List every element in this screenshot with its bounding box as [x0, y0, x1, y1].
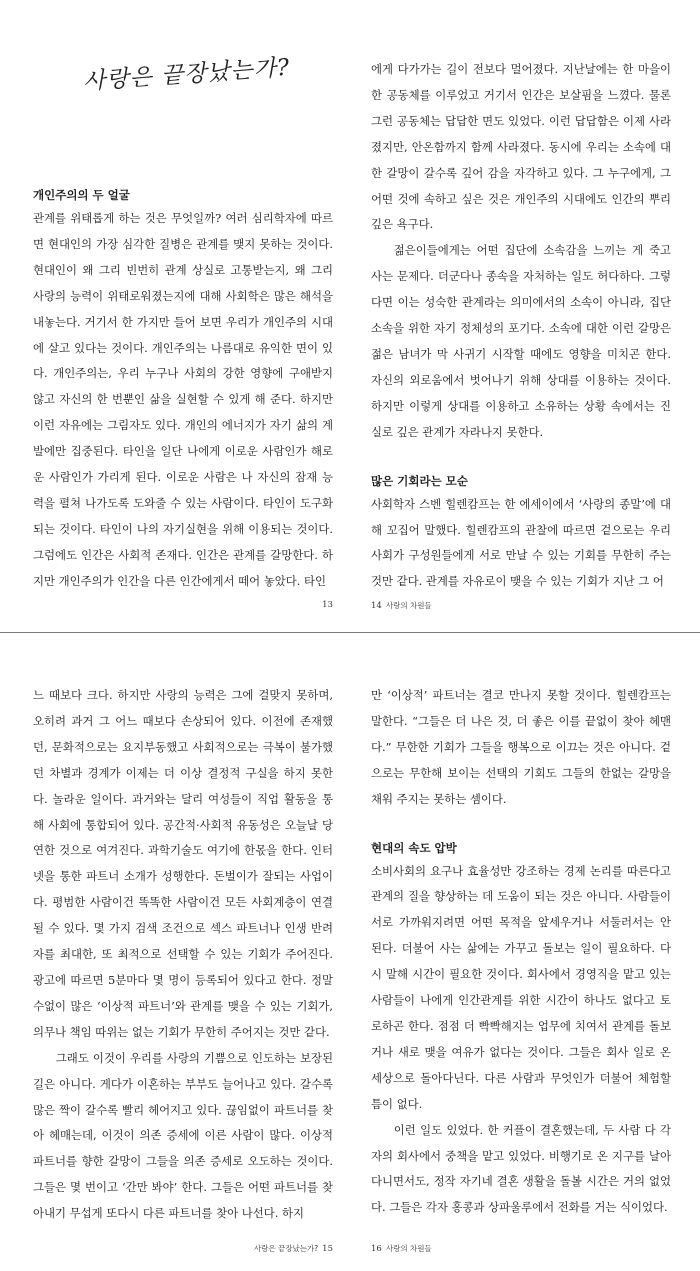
page-number-value: 13 — [322, 600, 333, 610]
page-13 — [33, 0, 333, 628]
section-heading: 현대의 속도 압박 — [371, 840, 457, 855]
body-text — [371, 57, 671, 446]
spread-divider — [0, 632, 700, 633]
page-number-value: 14 — [371, 601, 382, 611]
running-head: 사랑은 끝장났는가? — [253, 1244, 319, 1253]
running-head: 사랑의 차원들 — [385, 1244, 432, 1253]
section-heading: 개인주의의 두 얼굴 — [33, 188, 130, 202]
folio — [371, 600, 436, 611]
paragraph: 만 ‘이상적’ 파트너는 결코 만나지 못할 것이다. 힐렌캄프는 말한다. “그들은 더 나은 것, 더 좋은 이를 끝없이 찾아 헤맨다.” 무한한 기회가 그들을 행복으로 이끄는 것은 아니다. 겉으로는 무한해 보이는 선택의 기회도 그들의 한없는 갈망을 채워 주지는 못하는 셈이다. — [371, 688, 671, 806]
page-15 — [33, 643, 333, 1271]
chapter-title: 사랑은 끝장났는가? — [82, 54, 291, 95]
page-14 — [371, 0, 671, 628]
body-text — [371, 492, 671, 596]
page-number — [322, 600, 333, 610]
paragraph: 소비사회의 요구나 효율성만 강조하는 경제 논리를 따른다고 관계의 질을 향상하는 데 도움이 되는 것은 아니다. 사람들이 서로 가까워지려면 어떤 목적을 앞세우거나 서둘러서는 안 된다. 더불어 사는 삶에는 가꾸고 돌보는 일이 필요하다. 다시 말해 시간이 필요한 것이다. 회사에서 경영직을 맡고 있는 사람들이 나에게 인간관계를 위한 시간이 하나도 없다고 토로하곤 한다. 점점 더 빡빡해지는 업무에 치여서 관계를 돌보거나 새로 맺을 여유가 없다는 것이다. 그들은 회사 일로 온 세상으로 돌아다닌다. 다른 사람과 무엇인가 더불어 체험할 틈이 없다. — [371, 863, 671, 1111]
body-text — [33, 206, 333, 595]
section-heading: 많은 기회라는 모순 — [371, 473, 468, 488]
paragraph: 이런 일도 있었다. 한 커플이 결혼했는데, 두 사람 다 각자의 회사에서 중책을 맡고 있었다. 비행기로 온 지구를 날아다니면서도, 정작 자기네 결혼 생활을 돌볼 시간은 거의 없었다. 그들은 각자 홍콩과 상파울루에서 전화를 거는 식이었다. — [371, 1122, 671, 1215]
spread-pages-13-14 — [0, 0, 700, 628]
folio — [371, 1243, 436, 1254]
folio — [250, 1243, 333, 1254]
paragraph: 사회학자 스벤 힐렌캄프는 한 에세이에서 ‘사랑의 종말’에 대해 꼬집어 말했다. 힐렌캄프의 관찰에 따르면 겉으로는 우리 사회가 구성원들에게 서로 만날 수 있는 기회를 무한히 주는 것만 같다. 관계를 자유로이 맺을 수 있는 기회가 지난 그 어 — [371, 496, 671, 589]
paragraph: 에게 다가가는 길이 전보다 멀어졌다. 지난날에는 한 마을이 한 공동체를 이루었고 거기서 인간은 보살핌을 느꼈다. 물론 그런 공동체는 답답한 면도 있었다. 이런 답답함은 이제 사라졌지만, 안온함까지 함께 사라졌다. 동시에 우리는 소속에 대한 갈망이 갈수록 깊어 감을 자각하고 있다. 그 누구에게, 그 어떤 것에 속하고 싶은 것은 개인주의 시대에도 인간의 뿌리 깊은 욕구다. — [371, 62, 671, 232]
body-text — [371, 683, 671, 813]
body-text — [33, 683, 333, 1227]
page-number-value: 16 — [371, 1244, 382, 1254]
page-number-value: 15 — [322, 1244, 333, 1254]
body-text — [371, 859, 671, 1222]
paragraph: 그래도 이것이 우리를 사랑의 기쁨으로 인도하는 보장된 길은 아니다. 게다가 이혼하는 부부도 늘어나고 있다. 갈수록 많은 짝이 갈수록 빨리 헤어지고 있다. 끊임없이 파트너를 찾아 헤매는데, 이것이 의존 증세에 이른 사람이 많다. 이상적 파트너를 향한 갈망이 그들을 의존 증세로 오도하는 것이다. 그들은 몇 번이고 ‘간만 봐야’ 한다. 그들은 어떤 파트너를 찾아내기 무섭게 또다시 다른 파트너를 찾아 나선다. 하지 — [33, 1050, 333, 1221]
paragraph: 관계를 위태롭게 하는 것은 무엇일까? 여러 심리학자에 따르면 현대인의 가장 심각한 질병은 관계를 맺지 못하는 것이다. 현대인이 왜 그리 빈번히 관계 상실로 고통받는지, 왜 그리 사랑의 능력이 위태로워졌는지에 대해 사회학은 많은 해석을 내놓는다. 거기서 한 가지만 들어 보면 우리가 개인주의 시대에 살고 있다는 것이다. 개인주의는 나름대로 유익한 면이 있다. 개인주의는, 우리 누구나 사회의 강한 영향에 구애받지 않고 자신의 한 번뿐인 삶을 실현할 수 있게 해 준다. 하지만 이런 자유에는 그림자도 있다. 개인의 에너지가 자기 삶의 계발에만 집중된다. 타인을 일단 나에게 이로운 사람인가 해로운 사람인가 가리게 된다. 이로운 사람은 나 자신의 잠재 능력을 펼쳐 나가도록 도와줄 수 있는 사람이다. 타인이 도구화되는 것이다. 타인이 나의 자기실현을 위해 이용되는 것이다. 그럼에도 인간은 사회적 존재다. 인간은 관계를 갈망한다. 하지만 개인주의가 인간을 다른 인간에게서 떼어 놓았다. 타인 — [33, 211, 333, 588]
page-16 — [371, 643, 671, 1271]
spread-pages-15-16 — [0, 643, 700, 1271]
paragraph: 젊은이들에게는 어떤 집단에 소속감을 느끼는 게 죽고 사는 문제다. 더군다나 종속을 자처하는 일도 허다하다. 그렇다면 이는 성숙한 관계라는 의미에서의 소속이 아니라, 집단 소속을 위한 자기 정체성의 포기다. 소속에 대한 이런 갈망은 젊은 남녀가 막 사귀기 시작할 때에도 영향을 미치곤 한다. 자신의 외로움에서 벗어나기 위해 상대를 이용하는 것이다. 하지만 이렇게 상대를 이용하고 소유하는 상황 속에서는 진실로 깊은 관계가 자라나지 못한다. — [371, 243, 671, 439]
paragraph: 느 때보다 크다. 하지만 사랑의 능력은 그에 걸맞지 못하며, 오히려 과거 그 어느 때보다 손상되어 있다. 이전에 존재했던, 문화적으로는 요지부동했고 사회적으로는 극복이 불가했던 차별과 경계가 이제는 더 이상 결정적 구실을 하지 못한다. 놀라운 일이다. 과거와는 달리 여성들이 직업 활동을 통해 사회에 통합되어 있다. 공간적·사회적 유동성은 오늘날 당연한 것으로 여겨진다. 과학기술도 여기에 한몫을 한다. 인터넷을 통한 파트너 소개가 성행한다. 돈벌이가 잘되는 사업이다. 평범한 사람이건 똑똑한 사람이건 모든 사회계층이 연결될 수 있다. 몇 가지 검색 조건으로 섹스 파트너나 인생 반려자를 최대한, 또 최적으로 선택할 수 있는 기회가 주어진다. 광고에 따르면 5분마다 몇 명이 등록되어 있다고 한다. 정말 수없이 많은 ‘이상적 파트너’와 관계를 맺을 수 있는 기회가, 의무나 책임 따위는 없는 기회가 무한히 주어지는 것만 같다. — [33, 688, 333, 1039]
running-head: 사랑의 차원들 — [385, 601, 432, 610]
